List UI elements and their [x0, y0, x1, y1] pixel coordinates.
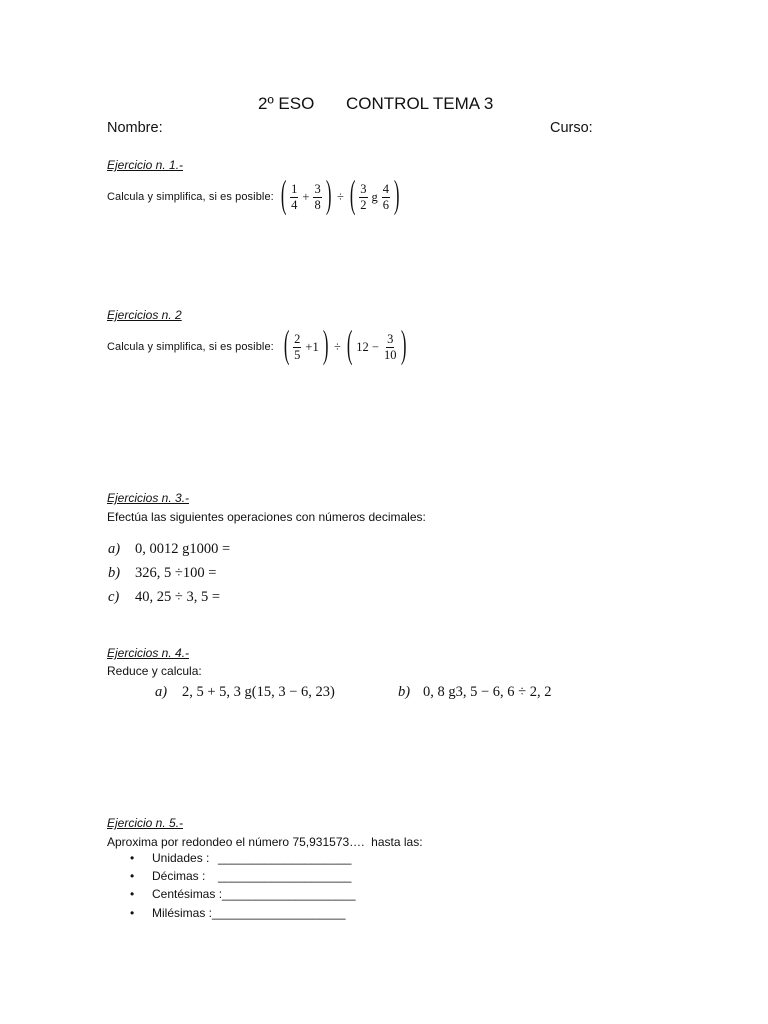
fraction	[293, 333, 301, 362]
division-operator: ÷	[334, 339, 341, 354]
numerator: 2	[294, 331, 301, 346]
list-item	[130, 887, 356, 902]
item-expression: 0, 0012 g1000 =	[135, 541, 231, 557]
rounding-label: Décimas :	[152, 869, 206, 883]
exercise-5-instruction: Aproxima por redondeo el número 75,931573…. hasta las:	[107, 835, 423, 849]
denominator: 4	[291, 197, 298, 212]
exercise-4-heading: Ejercicios n. 4.-	[107, 646, 190, 660]
open-paren: (	[280, 174, 287, 217]
denominator: 8	[314, 197, 321, 212]
bullet-icon: •	[130, 851, 135, 865]
open-paren: (	[349, 174, 356, 217]
bullet-icon: •	[130, 906, 135, 920]
item-label: a)	[108, 541, 121, 557]
item-label: b)	[108, 565, 121, 581]
answer-blank: ____________________	[212, 906, 346, 920]
denominator: 6	[382, 197, 389, 212]
exercise-1-formula	[279, 174, 402, 217]
open-paren: (	[283, 324, 290, 367]
fraction	[313, 183, 321, 212]
exercise-3-heading: Ejercicios n. 3.-	[107, 491, 190, 505]
rounding-label: Centésimas :	[152, 887, 223, 901]
exercise-2-heading: Ejercicios n. 2	[107, 308, 182, 322]
close-paren: )	[401, 324, 407, 367]
close-paren: )	[393, 174, 400, 217]
fraction	[383, 333, 398, 362]
numerator: 1	[291, 181, 298, 196]
answer-blank: ____________________	[218, 869, 352, 883]
fraction	[382, 183, 390, 212]
item-expression: 326, 5 ÷100 =	[135, 565, 217, 581]
bullet-icon: •	[130, 887, 135, 901]
numerator: 4	[382, 181, 389, 196]
division-operator: ÷	[337, 189, 344, 204]
close-paren: )	[322, 324, 329, 367]
fraction	[359, 183, 367, 212]
exercise-2-statement	[107, 325, 409, 369]
numerator: 3	[360, 181, 367, 196]
rounding-label: Milésimas :	[152, 906, 213, 920]
denominator: 10	[383, 347, 397, 362]
item-expression: 0, 8 g3, 5 − 6, 6 ÷ 2, 2	[423, 684, 552, 700]
plus-operator: +	[302, 189, 310, 204]
item-label: b)	[398, 684, 411, 700]
numerator: 3	[387, 331, 394, 346]
exercise-2-instruction: Calcula y simplifica, si es posible:	[107, 341, 274, 353]
multiplication-operator: g	[371, 189, 378, 204]
list-item	[130, 869, 351, 884]
twelve-minus-term: 12 −	[356, 339, 379, 354]
item-label: c)	[108, 589, 120, 605]
course-level-title: 2º ESO	[258, 94, 315, 113]
list-item	[130, 906, 346, 921]
item-expression: 40, 25 ÷ 3, 5 =	[135, 589, 221, 605]
answer-blank: ____________________	[218, 851, 352, 865]
plus-one-term: +1	[305, 339, 319, 354]
name-label: Nombre:	[107, 120, 163, 136]
exercise-2-formula	[282, 324, 409, 367]
exercise-1-instruction: Calcula y simplifica, si es posible:	[107, 191, 274, 203]
course-label: Curso:	[550, 120, 593, 136]
fraction	[290, 183, 298, 212]
close-paren: )	[325, 174, 332, 217]
denominator: 2	[360, 197, 367, 212]
exam-title: CONTROL TEMA 3	[346, 94, 494, 113]
item-label: a)	[155, 684, 168, 700]
exercise-5-heading: Ejercicio n. 5.-	[107, 816, 184, 830]
list-item	[130, 851, 351, 866]
exercise-1-heading: Ejercicio n. 1.-	[107, 158, 184, 172]
exercise-4-instruction: Reduce y calcula:	[107, 664, 202, 678]
answer-blank: ____________________	[222, 887, 356, 901]
open-paren: (	[346, 324, 353, 367]
numerator: 3	[314, 181, 321, 196]
exercise-3-instruction: Efectúa las siguientes operaciones con números decimales:	[107, 510, 426, 524]
bullet-icon: •	[130, 869, 135, 883]
exercise-1-statement	[107, 176, 401, 218]
denominator: 5	[294, 347, 301, 362]
item-expression: 2, 5 + 5, 3 g(15, 3 − 6, 23)	[182, 684, 335, 700]
rounding-label: Unidades :	[152, 851, 210, 865]
